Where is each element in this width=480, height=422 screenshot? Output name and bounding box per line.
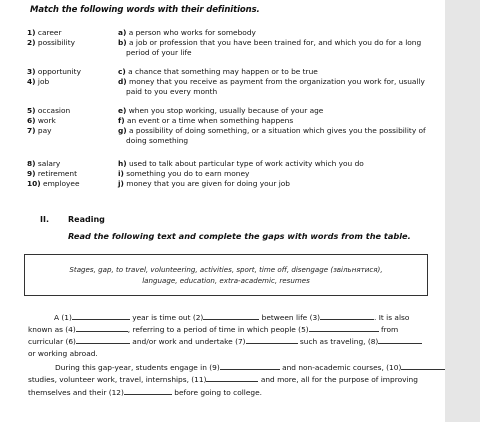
word-list-group-1 (27, 28, 75, 48)
definitions-list-4 (118, 159, 440, 189)
gap-4-field[interactable] (76, 324, 128, 332)
section-2-heading: II. Reading (40, 215, 105, 224)
gap-6-field[interactable] (76, 336, 130, 344)
definition-c: c) a chance that something may happen or to be true (118, 67, 318, 76)
gap-12-field[interactable] (124, 387, 172, 395)
part1-title: Match the following words with their definitions. (30, 5, 260, 15)
word-bank-box (24, 254, 428, 296)
passage-line-4: or working abroad. (28, 349, 98, 358)
word-item-2: 2) possibility (27, 38, 75, 47)
definition-a: a) a person who works for somebody (118, 28, 256, 37)
definition-f: f) an event or a time when something happens (118, 116, 294, 125)
word-list-group-2 (27, 67, 81, 87)
page-margin-strip (445, 0, 480, 422)
word-item-9: 9) retirement (27, 169, 78, 178)
word-bank-line-2: language, education, extra-academic, resumes (142, 276, 310, 285)
gap-7-field[interactable] (246, 336, 298, 344)
word-item-6: 6) work (27, 116, 56, 125)
word-bank-line-1: Stages, gap, to travel, volunteering, activities, sport, time off, disengage (звільнятися), (69, 265, 383, 274)
gap-3-field[interactable] (320, 312, 374, 320)
word-item-3: 3) opportunity (27, 67, 81, 76)
reading-instruction: Read the following text and complete the gaps with words from the table. (68, 231, 411, 241)
gap-8-field[interactable] (378, 336, 422, 344)
definitions-list-1 (118, 28, 440, 58)
word-item-4: 4) job (27, 77, 50, 86)
word-item-5: 5) occasion (27, 106, 71, 115)
gap-1-field[interactable] (72, 312, 130, 320)
word-item-1: 1) career (27, 28, 62, 37)
gap-10-field[interactable] (401, 362, 445, 370)
passage-line-5: During this gap-year, students engage in (9) and non-academic courses, (10) (28, 362, 440, 373)
word-item-7: 7) pay (27, 126, 52, 135)
gap-11-field[interactable] (206, 374, 258, 382)
definition-b: b) a job or profession that you have been trained for, and which you do for a long period of your life (118, 38, 422, 57)
definitions-list-3 (118, 106, 440, 146)
gap-9-field[interactable] (220, 362, 280, 370)
passage-line-7: themselves and their (12) before going to college. (28, 388, 262, 397)
definition-i: i) something you do to earn money (118, 169, 250, 178)
definition-j: j) money that you are given for doing your job (118, 179, 290, 188)
definitions-list-2 (118, 67, 440, 97)
word-list-group-4 (27, 159, 80, 189)
definition-d: d) money that you receive as payment from the organization you work for, usually paid to you every month (118, 77, 425, 96)
definition-h: h) used to talk about particular type of work activity which you do (118, 159, 364, 168)
gap-2-field[interactable] (203, 312, 259, 320)
passage-line-2: known as (4) , referring to a period of time in which people (5) from (28, 325, 399, 334)
gap-5-field[interactable] (309, 324, 379, 332)
passage-line-6: studies, volunteer work, travel, internships, (11) and more, all for the purpose of improving (28, 375, 418, 384)
definition-e: e) when you stop working, usually because of your age (118, 106, 324, 115)
passage-line-1: A (1) year is time out (2) between life (3) . It is also (54, 313, 410, 322)
word-list-group-3 (27, 106, 70, 136)
definition-g: g) a possibility of doing something, or a situation which gives you the possibility of doing something (118, 126, 426, 145)
passage-line-3: curricular (6) and/or work and undertake (7) such as traveling, (8) (28, 336, 440, 347)
word-item-8: 8) salary (27, 159, 61, 168)
word-item-10: 10) employee (27, 179, 80, 188)
